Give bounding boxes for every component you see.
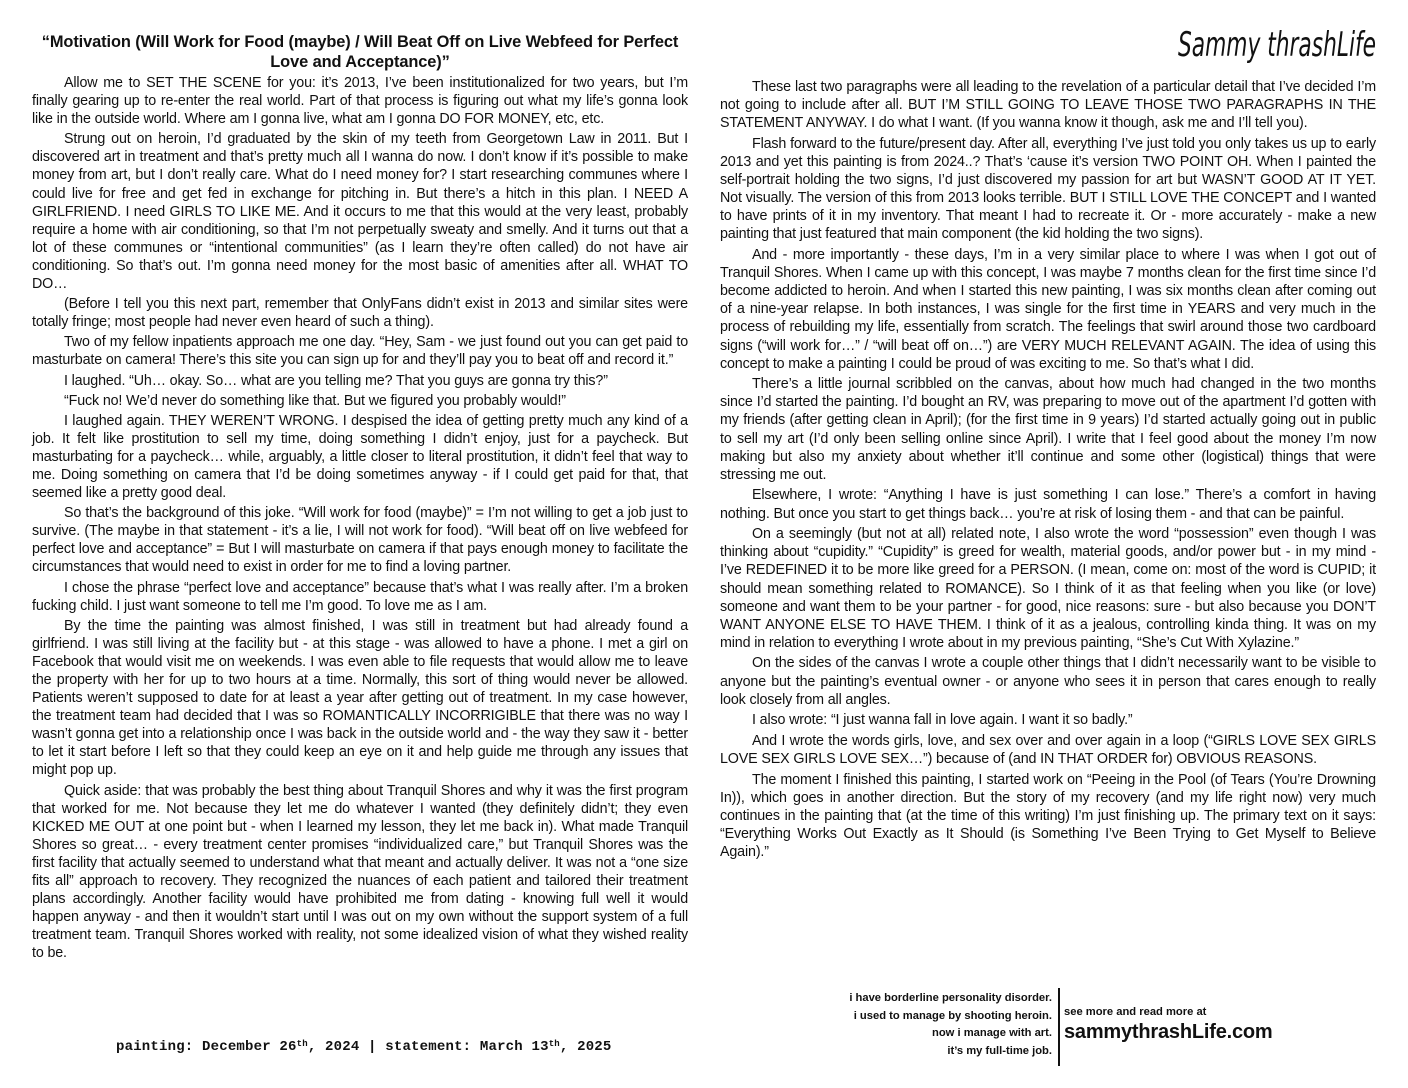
paragraph: I laughed again. THEY WEREN’T WRONG. I despised the idea of getting pretty much any kind of a job. It felt like prostitution to sell my time, doing something I didn’t enjoy, just for a paycheck. But masturbating for a paycheck… while, arguably, a little closer to literal prostitution, it didn’t feel that way to me. Doing something on camera that I’d be doing sometimes anyway - if I could get paid for that, that seemed like a pretty good deal. <box>32 412 688 502</box>
statement-year: , 2025 <box>559 1039 612 1055</box>
paragraph: Quick aside: that was probably the best thing about Tranquil Shores and why it was the first program that worked for me. Not because they let me do whatever I wanted (they definitely didn’t; they even KICKED ME OUT at one point but - when I learned my lesson, they let me back in). What made Tranquil Shores so great… - every treatment center promises “individualized care,” but Tranquil Shores was the first facility that actually seemed to understand what that meant and actually deliver. It was not a “one size fits all” approach to recovery. They recognized the nuances of each patient and tailored their treatment plans accordingly. Another facility would have prohibited me from dating - knowing full well it would happen anyway - and then it wouldn’t start until I was out on my own without the support system of a full treatment team. Tranquil Shores worked with reality, not some idealized vision of what they wished reality to be. <box>32 782 688 962</box>
logo-text: Sammy thrashLife <box>1178 25 1376 65</box>
promo-line: now i manage with art. <box>932 1027 1052 1040</box>
paragraph: Allow me to SET THE SCENE for you: it’s 2013, I’ve been institutionalized for two years, but I’m finally gearing up to re-enter the real world. Part of that process is figuring out what my life’s gonna look like in the outside world. Where am I gonna live, what am I gonna DO FOR MONEY, etc, etc. <box>32 75 688 128</box>
ordinal-suffix: th <box>548 1039 560 1049</box>
ordinal-suffix: th <box>296 1039 308 1049</box>
paragraph: Flash forward to the future/present day. After all, everything I’ve just told you only takes us up to early 2013 and yet this painting is from 2024..? That’s ‘cause it’s version TWO POINT OH. When I painted the self-portrait holding the two signs, I’d just discovered my passion for art but WASN’T GOOD AT IT YET. Not visually. The version of this from 2013 looks terrible. BUT I STILL LOVE THE CONCEPT and I wanted to have prints of it in my inventory. That meant I had to recreate it. Or - more accurately - make a new painting that just featured that main component (the kid holding the two signs). <box>720 135 1376 243</box>
right-column <box>720 78 1376 864</box>
paragraph: Elsewhere, I wrote: “Anything I have is just something I can lose.” There’s a comfort in having nothing. But once you start to get things back… you’re at risk of losing them - and that can be painful. <box>720 487 1376 522</box>
promo-line: i used to manage by shooting heroin. <box>853 1009 1052 1022</box>
promo-divider <box>1058 988 1060 1066</box>
promo-line: i have borderline personality disorder. <box>849 992 1052 1004</box>
paragraph: And - more importantly - these days, I’m in a very similar place to where I was when I got out of Tranquil Shores. When I came up with this concept, I was maybe 7 months clean for the first time since I’d become addicted to heroin. And when I started this new painting, I was six months clean after coming out of a nine-year relapse. In both instances, I was single for the first time in YEARS and very much in the process of rebuilding my life, essentially from scratch. The feelings that swirl around those two cardboard signs (“will work for…” / “will beat off on…”) are VERY MUCH RELEVANT AGAIN. The idea of using this concept to make a painting I could be proud of was exciting to me. So that’s what I did. <box>720 247 1376 372</box>
paragraph: So that’s the background of this joke. “Will work for food (maybe)” = I’m not willing to get a job just to survive. (The maybe in that statement - it’s a lie, I will not work for food). “Will beat off on live webfeed for perfect love and acceptance” = But I will masturbate on camera if that pays enough money to facilitate the circumstances that would need to exist in order for me to find a loving partner. <box>32 505 688 576</box>
paragraph: On the sides of the canvas I wrote a couple other things that I didn’t necessarily want to be visible to anyone but the painting’s eventual owner - or anyone who sees it in person that cares enough to really look closely from all angles. <box>720 655 1376 708</box>
paragraph: I also wrote: “I just wanna fall in love again. I want it so badly.” <box>752 712 1133 729</box>
website-link[interactable]: sammythrashLife.com <box>1064 1021 1273 1043</box>
statement-date: , 2024 | statement: March 13 <box>307 1039 549 1055</box>
paragraph: (Before I tell you this next part, remember that OnlyFans didn’t exist in 2013 and similar sites were totally fringe; most people had never even heard of such a thing). <box>32 296 688 331</box>
paragraph: Strung out on heroin, I’d graduated by the skin of my teeth from Georgetown Law in 2011. But I discovered art in treatment and that’s pretty much all I wanna do now. I don’t know if it’s possible to make money from art, but I don’t really care. What do I need money for? I start researching communes where I could live for free and get fed in exchange for pitching in. But there’s a hitch in this plan. I NEED A GIRLFRIEND. I need GIRLS TO LIKE ME. And it occurs to me that this would at the very least, probably require a home with air conditioning, so that I’m not perpetually sweaty and smelly. And it turns out that a lot of these communes or “intentional communities” (as I learn they’re often called) do not have air conditioning. So that’s out. I’m gonna need money for the most basic of amenities after all. WHAT TO DO… <box>32 131 688 293</box>
brand-logo <box>1176 14 1380 70</box>
paragraph: On a seemingly (but not at all) related note, I also wrote the word “possession” even though I was thinking about “cupidity.” “Cupidity” is greed for wealth, material goods, and/or power but - in my mind - I’ve REDEFINED it to be more like greed for a PERSON. (I mean, come on: most of the word is CUPID; it should mean something related to ROMANCE). So I think of it as that feeling when you like (or love) someone and want them to be your partner - for good, nice reasons: sure - but also because you DON’T WANT ANYONE ELSE TO HAVE THEM. I think of it as a jealous, controlling kinda thing. It was on my mind in relation to everything I wrote about in my previous painting, “She’s Cut With Xylazine.” <box>720 526 1376 651</box>
paragraph: The moment I finished this painting, I started work on “Peeing in the Pool (of Tears (You’re Drowning In)), which goes in another direction. But the story of my recovery (and my life right now) very much continues in the painting that (at the time of this writing) I’m just finishing up. The primary text on it says: “Everything Works Out Exactly as It Should (is Something I’ve Been Trying to Get Myself to Believe Again).” <box>720 771 1376 861</box>
paragraph: By the time the painting was almost finished, I was still in treatment but had already found a girlfriend. I was still living at the facility but - at this stage - was allowed to have a phone. I met a girl on Facebook that would visit me on weekends. I was even able to file requests that would allow me to leave the property with her for up to two hours at a time. Normally, this sort of thing would never be allowed. Patients weren’t supposed to date for at least a year after getting out of treatment. In my case however, the treatment team had decided that I was so ROMANTICALLY INCORRIGIBLE that there was no way I wasn’t gonna get into a relationship once I was back in the outside world and - the way they saw it - better to let it start before I left so that they could keep an eye on it and help guide me through any issues that might pop up. <box>32 617 688 779</box>
promo-line: it’s my full-time job. <box>947 1044 1052 1057</box>
paragraph: There’s a little journal scribbled on the canvas, about how much had changed in the two months since I’d started the painting. I’d bought an RV, was preparing to move out of the apartment I’d gotten with my friends (after getting clean in April); (for the first time in 9 years) I’d started actually going out in public to sell my art (I’d only been selling online since April). I write that I feel good about the money I’m now making but also my anxiety about whether it’ll continue and some other (logistical) things that were stressing me out. <box>720 376 1376 483</box>
paragraph: “Fuck no! We’d never do something like that. But we figured you probably would!” <box>64 392 566 409</box>
promo-statement <box>849 990 1052 1060</box>
paragraph: These last two paragraphs were all leading to the revelation of a particular detail that I’ve decided I’m not going to include after all. BUT I’M STILL GOING TO LEAVE THOSE TWO PARAGRAPHS IN THE STATEMENT ANYWAY. I do what I want. (If you wanna know it though, ask me and I’ll tell you). <box>720 79 1376 132</box>
footer-dates <box>116 1039 612 1055</box>
promo-cta <box>1064 1005 1273 1045</box>
paragraph: I chose the phrase “perfect love and acceptance” because that’s what I was really after. I’m a broken fucking child. I just want someone to tell me I’m good. To love me as I am. <box>32 579 688 614</box>
paragraph: And I wrote the words girls, love, and sex over and over again in a loop (“GIRLS LOVE SEX GIRLS LOVE SEX GIRLS LOVE SEX…”) because of (and IN THAT ORDER for) OBVIOUS REASONS. <box>720 733 1376 768</box>
paragraph: Two of my fellow inpatients approach me one day. “Hey, Sam - we just found out you can get paid to masturbate on camera! There’s this site you can sign up for and they’ll pay you to beat off and record it.” <box>32 334 688 369</box>
painting-date: painting: December 26 <box>116 1039 297 1055</box>
left-column <box>32 32 688 965</box>
paragraph: I laughed. “Uh… okay. So… what are you telling me? That you guys are gonna try this?” <box>64 372 608 389</box>
promo-cta-text: see more and read more at <box>1064 1006 1207 1018</box>
page-title: “Motivation (Will Work for Food (maybe) / Will Beat Off on Live Webfeed for Perfect Love and Acceptance)” <box>41 33 679 71</box>
